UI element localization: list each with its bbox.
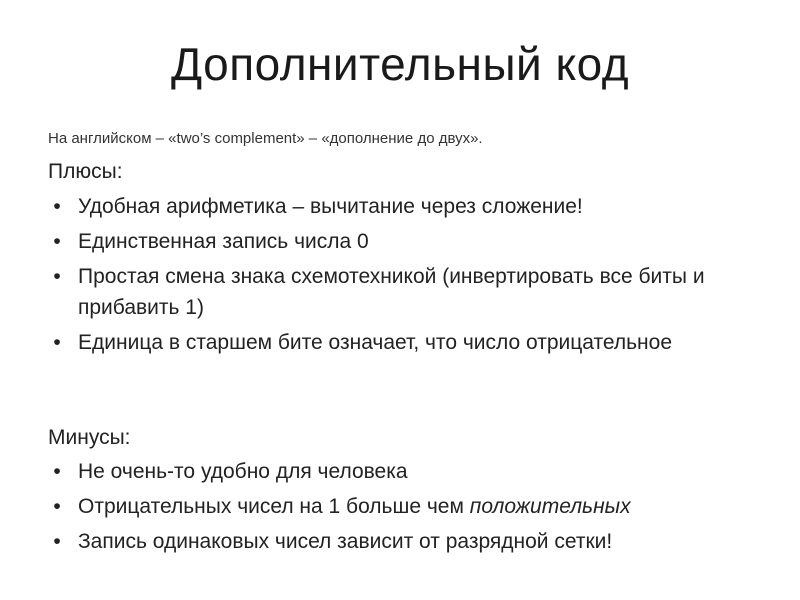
list-item-text: Простая смена знака схемотехникой (инвертировать все биты и прибавить 1) [78, 265, 705, 319]
cons-list [48, 456, 748, 561]
bullet-icon: • [53, 230, 61, 253]
emphasized-text: положительных [469, 495, 631, 518]
list-item-text: Запись одинаковых чисел зависит от разрядной сетки! [78, 530, 613, 553]
bullet-icon: • [53, 460, 61, 483]
list-item [48, 526, 748, 557]
list-item [48, 226, 748, 257]
bullet-icon: • [53, 195, 61, 218]
list-item-text: Отрицательных чисел на 1 больше чем [78, 495, 470, 518]
bullet-icon: • [53, 331, 61, 354]
english-term-note: На английском – «two’s complement» – «дополнение до двух». [48, 130, 483, 147]
bullet-icon: • [53, 265, 61, 288]
list-item [48, 456, 748, 487]
bullet-icon: • [53, 530, 61, 553]
list-item-text: Удобная арифметика – вычитание через сложение! [78, 195, 583, 218]
list-item-text: Единственная запись числа 0 [78, 230, 369, 253]
list-item [48, 327, 748, 358]
pros-list [48, 191, 748, 362]
cons-heading: Минусы: [48, 426, 131, 449]
list-item-text: Не очень-то удобно для человека [78, 460, 408, 483]
list-item [48, 191, 748, 222]
list-item-text: Единица в старшем бите означает, что число отрицательное [78, 331, 673, 354]
list-item [48, 261, 748, 323]
list-item [48, 491, 748, 522]
pros-heading: Плюсы: [48, 160, 123, 183]
bullet-icon: • [53, 495, 61, 518]
slide-title: Дополнительный код [170, 38, 630, 90]
